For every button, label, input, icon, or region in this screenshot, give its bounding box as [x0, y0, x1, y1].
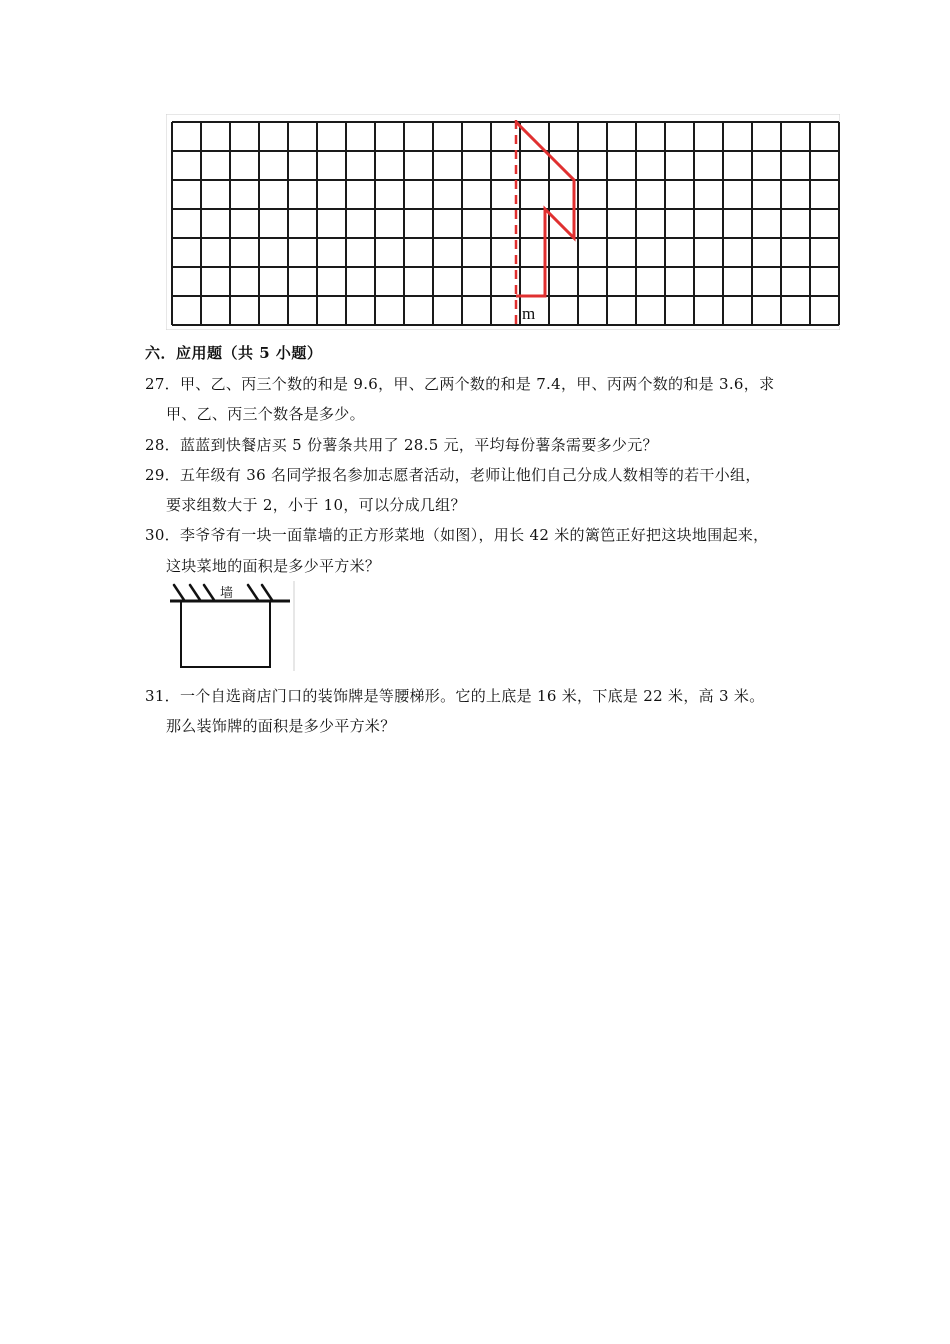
question-27-line-2: 甲、乙、丙三个数各是多少。 [166, 405, 365, 423]
question-31-number: 31． [145, 687, 180, 705]
question-29-line-2: 要求组数大于 2，小于 10，可以分成几组？ [166, 496, 466, 514]
question-28-line-1 [145, 434, 658, 455]
question-31-text-1: 一个自选商店门口的装饰牌是等腰梯形。它的上底是 16 米，下底是 22 米，高 3 米。 [180, 687, 765, 705]
question-28-number: 28． [145, 436, 180, 454]
section-heading: 六．应用题（共 5 小题） [145, 344, 323, 362]
question-31-line-2: 那么装饰牌的面积是多少平方米？ [166, 717, 396, 735]
question-30-number: 30． [145, 526, 180, 544]
question-27-number: 27． [145, 375, 180, 393]
question-30-text-1: 李爷爷有一块一面靠墙的正方形菜地（如图），用长 42 米的篱笆正好把这块地围起来， [180, 526, 769, 544]
question-29-text-1: 五年级有 36 名同学报名参加志愿者活动，老师让他们自己分成人数相等的若干小组， [180, 466, 761, 484]
square-plot [181, 601, 270, 667]
question-29-line-1 [145, 464, 761, 485]
question-28-text-1: 蓝蓝到快餐店买 5 份薯条共用了 28.5 元，平均每份薯条需要多少元？ [180, 436, 658, 454]
question-27-text-1: 甲、乙、丙三个数的和是 9.6，甲、乙两个数的和是 7.4，甲、丙两个数的和是 3.6，求 [180, 375, 775, 393]
wall-label: 墙 [220, 586, 234, 601]
question-31-line-1 [145, 685, 765, 706]
grid-figure [166, 114, 840, 330]
question-30-line-1 [145, 524, 768, 545]
axis-label-m: m [522, 304, 536, 323]
question-27-line-1 [145, 373, 774, 394]
question-29-number: 29． [145, 466, 180, 484]
question-30-line-2: 这块菜地的面积是多少平方米？ [166, 557, 381, 575]
wall-square-figure [166, 579, 296, 672]
